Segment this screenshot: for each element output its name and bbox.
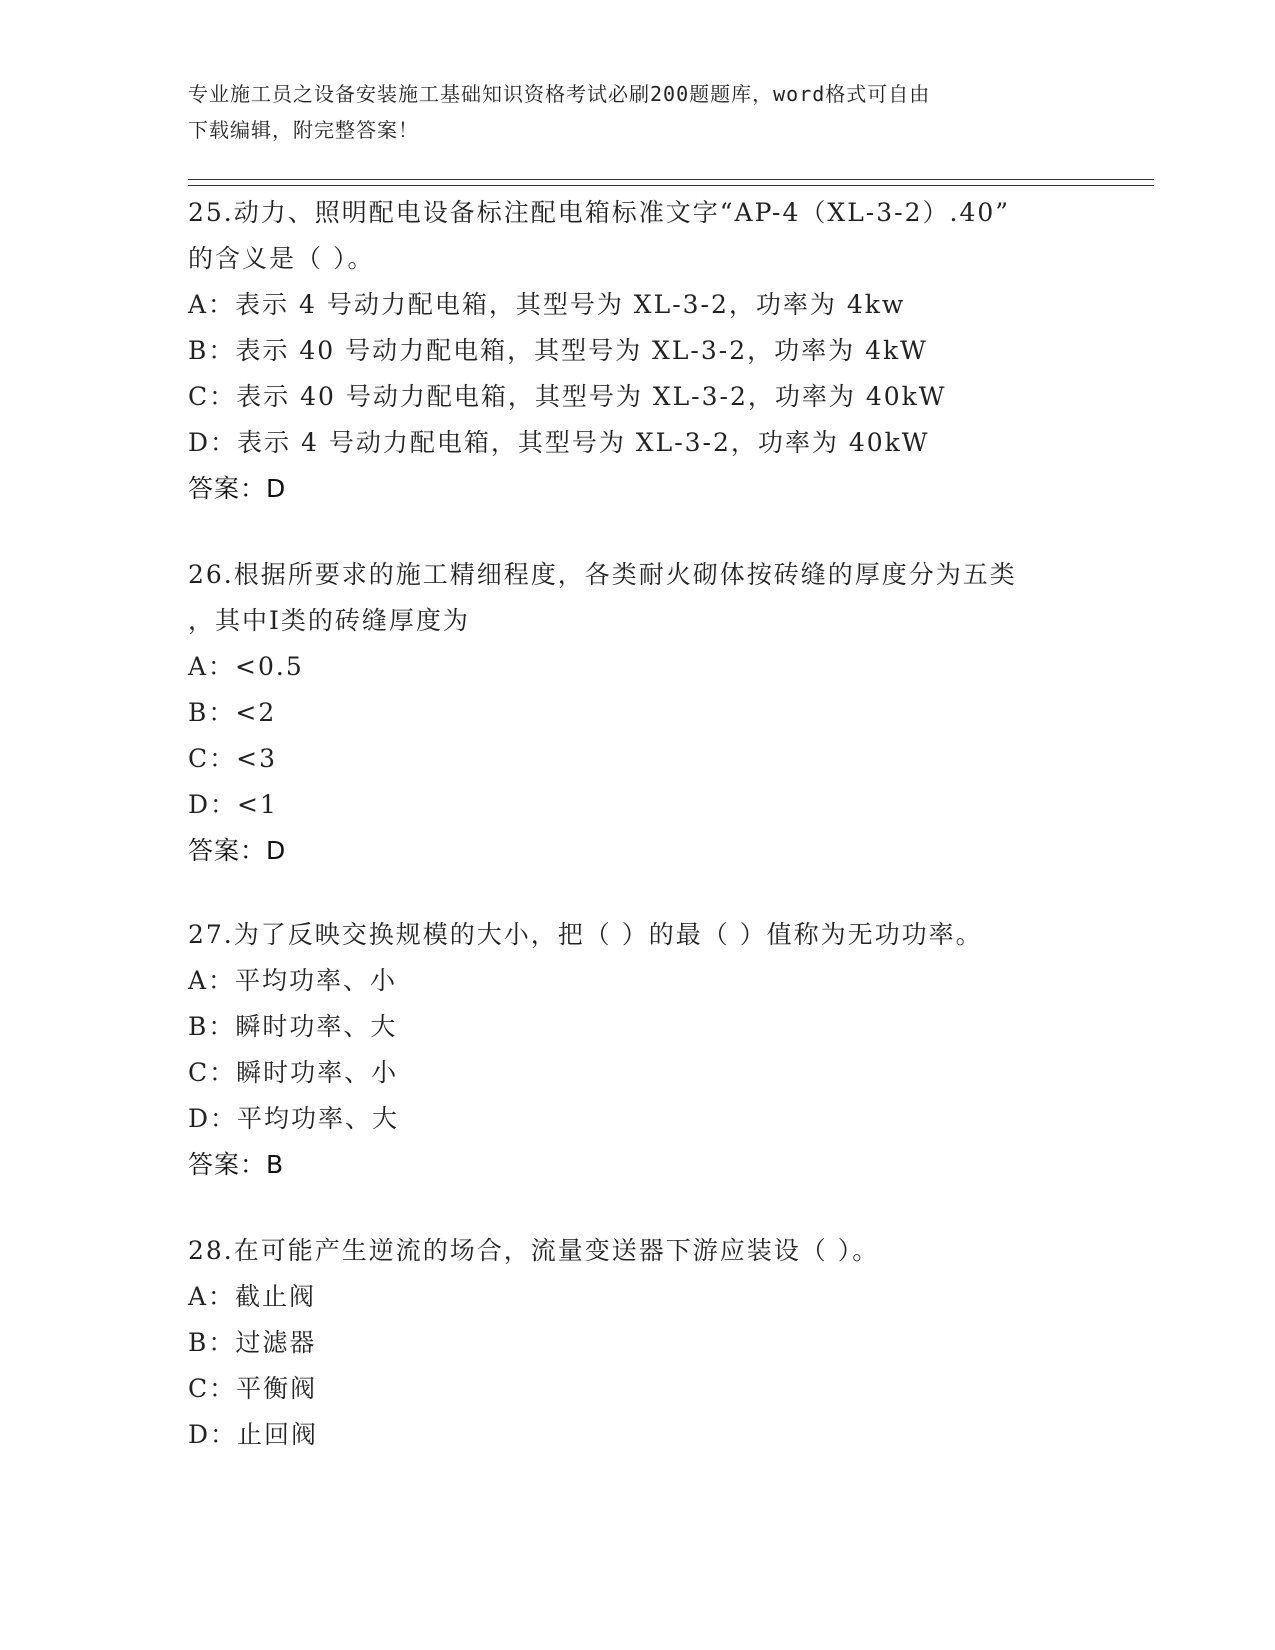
option-a: A：截止阀 <box>188 1282 317 1311</box>
option-a: A：表示 4 号动力配电箱，其型号为 XL-3-2，功率为 4kw <box>188 290 906 319</box>
answer-line: 答案：B <box>188 1150 285 1179</box>
option-b: B：瞬时功率、大 <box>188 1012 398 1041</box>
question-stem-line: 28.在可能产生逆流的场合，流量变送器下游应装设（ ）。 <box>188 1236 880 1265</box>
option-b: B：过滤器 <box>188 1328 317 1357</box>
question-stem-line: 26.根据所要求的施工精细程度，各类耐火砌体按砖缝的厚度分为五类 <box>188 560 1017 589</box>
question-28 <box>188 1228 1088 1458</box>
option-d: D：<1 <box>188 790 278 819</box>
option-b: B：表示 40 号动力配电箱，其型号为 XL-3-2，功率为 4kW <box>188 336 928 365</box>
question-stem-line: 27.为了反映交换规模的大小，把（ ）的最（ ）值称为无功功率。 <box>188 920 983 949</box>
header-divider-bottom <box>188 185 1154 186</box>
question-25 <box>188 190 1088 512</box>
option-d: D：止回阀 <box>188 1420 319 1449</box>
header-line-1: 专业施工员之设备安装施工基础知识资格考试必刷200题题库，word格式可自由 <box>188 82 931 106</box>
option-c: C：<3 <box>188 744 277 773</box>
header-divider-top <box>188 179 1154 180</box>
question-stem-line: ，其中Ⅰ类的砖缝厚度为 <box>188 606 470 635</box>
option-d: D：平均功率、大 <box>188 1104 400 1133</box>
option-b: B：<2 <box>188 698 277 727</box>
option-a: A：<0.5 <box>188 652 304 681</box>
question-stem-line: 25.动力、照明配电设备标注配电箱标准文字“AP-4（XL-3-2）.40” <box>188 198 1011 227</box>
header-line-2: 下载编辑，附完整答案！ <box>188 118 419 142</box>
answer-line: 答案：D <box>188 474 287 503</box>
option-d: D：表示 4 号动力配电箱，其型号为 XL-3-2，功率为 40kW <box>188 428 930 457</box>
question-stem-line: 的含义是（ ）。 <box>188 244 375 273</box>
option-c: C：瞬时功率、小 <box>188 1058 399 1087</box>
option-c: C：平衡阀 <box>188 1374 318 1403</box>
document-header <box>188 76 1088 148</box>
answer-line: 答案：D <box>188 836 287 865</box>
question-27 <box>188 912 1088 1188</box>
question-26 <box>188 552 1088 874</box>
option-c: C：表示 40 号动力配电箱，其型号为 XL-3-2，功率为 40kW <box>188 382 947 411</box>
option-a: A：平均功率、小 <box>188 966 398 995</box>
